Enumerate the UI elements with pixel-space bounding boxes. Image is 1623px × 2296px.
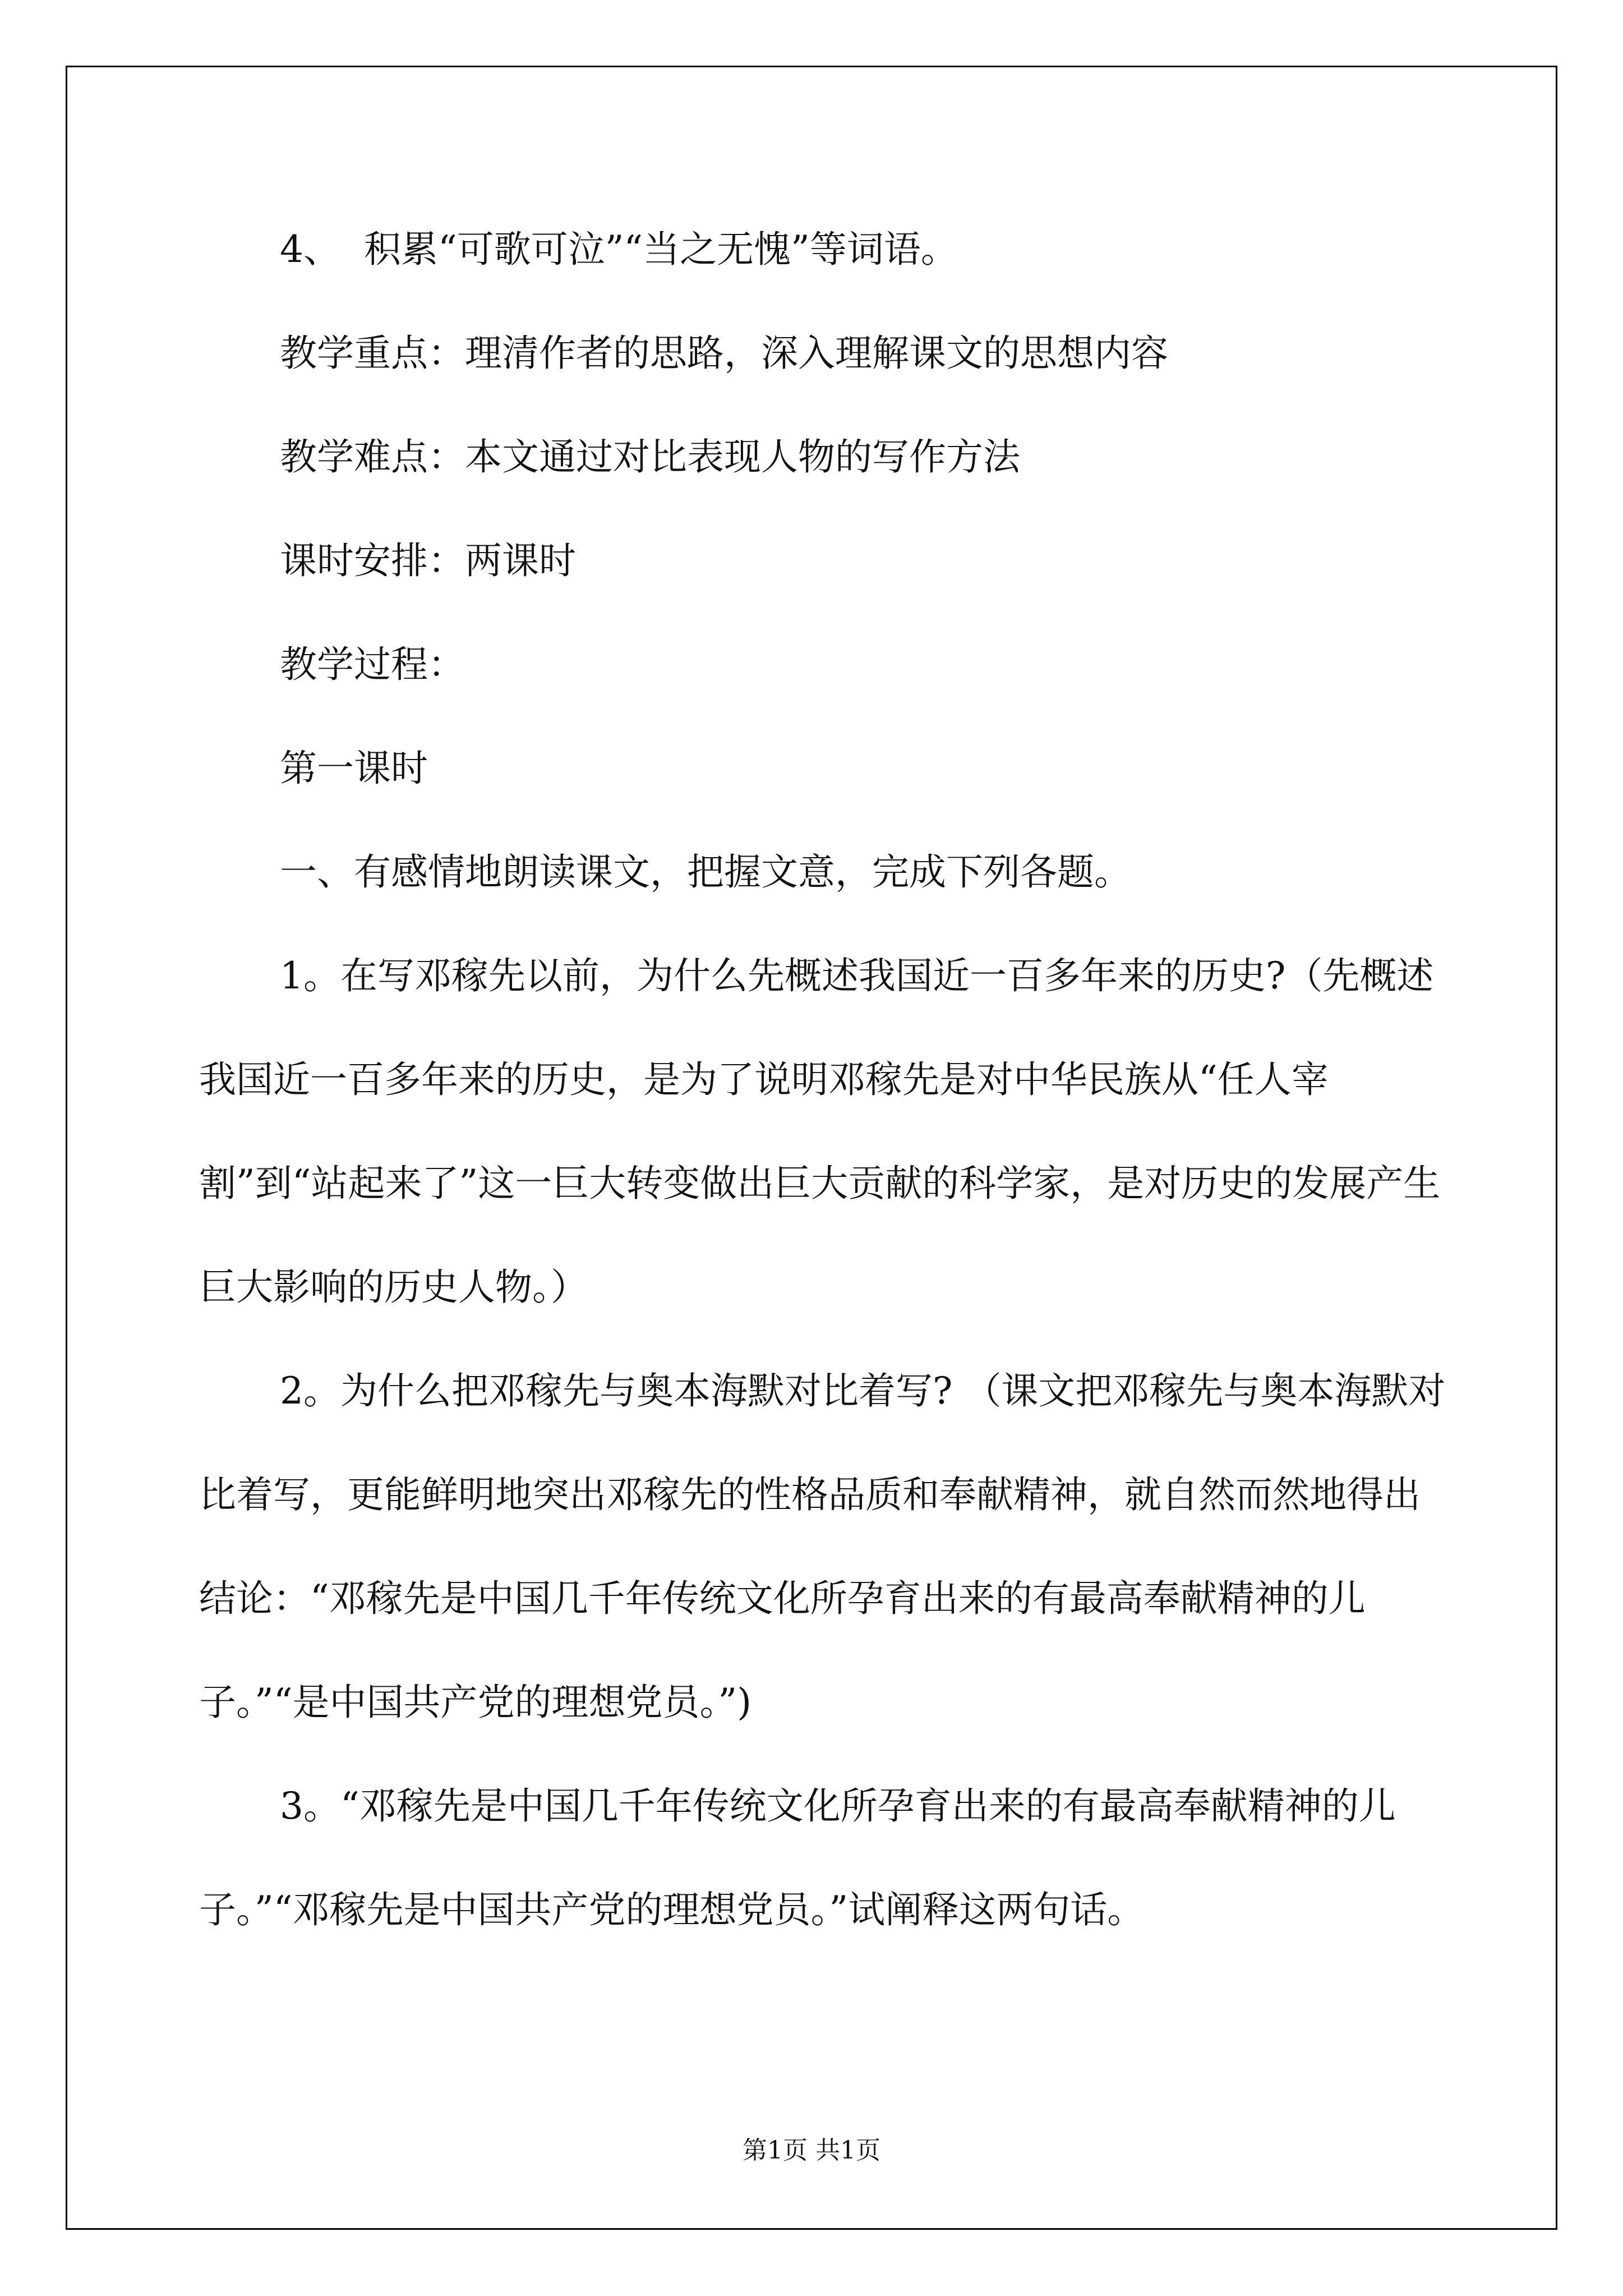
paragraph-section-one: 一、有感情地朗读课文，把握文意，完成下列各题。: [280, 850, 1131, 894]
paragraph-lesson-one: 第一课时: [280, 747, 428, 790]
paragraph-question-2: 2。为什么把邓稼先与奥本海默对比着写? （课文把邓稼先与奥本海默对比着写，更能鲜明地突出邓稼先的性格品质和奉献精神，就自然而然地得出结论：“邓稼先是中国几千年传统文化所孕育出来的有最高奉献精神的儿子。”“是中国共产党的理想党员。”): [199, 1369, 1446, 1724]
paragraph-list: [199, 197, 1455, 1962]
paragraph-process-heading: 教学过程：: [280, 643, 465, 686]
paragraph-schedule: 课时安排：两课时: [280, 539, 576, 582]
paragraph-difficulty: 教学难点：本文通过对比表现人物的写作方法: [280, 435, 1020, 478]
page-footer: 第1页 共1页: [743, 2136, 880, 2165]
paragraph-key-point: 教学重点：理清作者的思路，深入理解课文的思想内容: [280, 332, 1168, 375]
paragraph-question-1: 1。在写邓稼先以前，为什么先概述我国近一百多年来的历史?（先概述我国近一百多年来的历史，是为了说明邓稼先是对中华民族从“任人宰割”到“站起来了”这一巨大转变做出巨大贡献的科学家，是对历史的发展产生巨大影响的历史人物。）: [199, 954, 1441, 1309]
paragraph-objective-4: 4、 积累“可歌可泣”“当之无愧”等词语。: [280, 228, 958, 271]
paragraph-question-3: 3。“邓稼先是中国几千年传统文化所孕育出来的有最高奉献精神的儿子。”“邓稼先是中国共产党的理想党员。”试阐释这两句话。: [199, 1784, 1396, 1931]
